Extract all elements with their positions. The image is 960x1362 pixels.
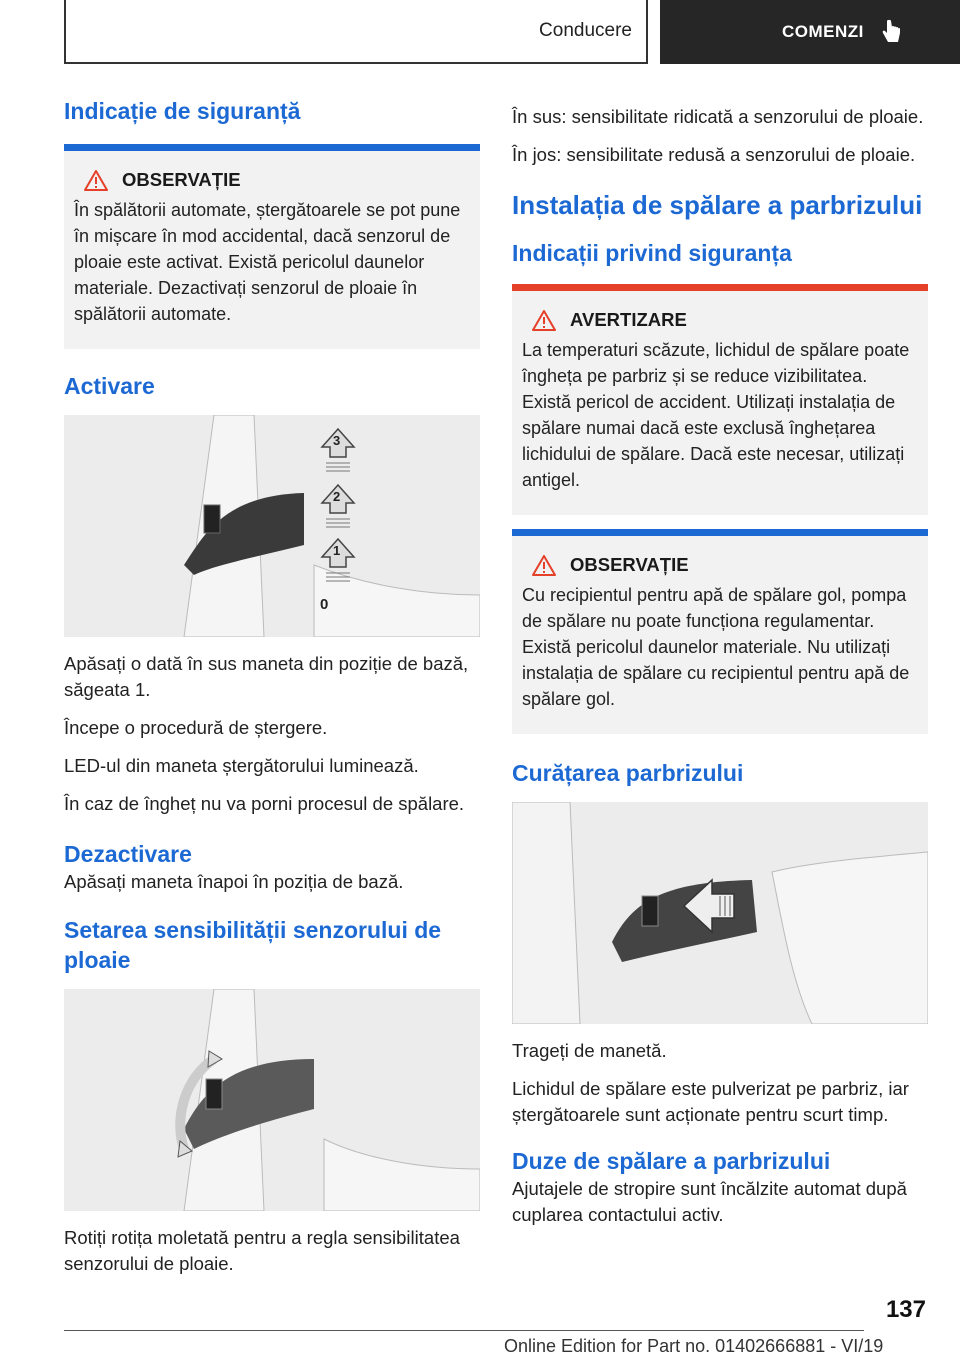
notice-1-label: OBSERVAȚIE (122, 169, 241, 190)
warning-triangle-icon (84, 170, 108, 191)
warning-triangle-icon (532, 310, 556, 331)
lever-pull-figure (512, 802, 928, 1024)
activate-step-3: LED-ul din maneta ștergătorului luminează. (64, 755, 419, 776)
nozzles-title: Duze de spălare a parbrizului (512, 1148, 831, 1174)
activate-title: Activare (64, 373, 155, 399)
notice-2-header (522, 554, 918, 576)
warning-box (512, 284, 928, 515)
activate-step-2: Începe o procedură de ștergere. (64, 717, 328, 738)
up-sensitivity-text: În sus: sensibilitate ridicată a senzorului de ploaie. (512, 106, 924, 127)
activate-step-4: În caz de îngheț nu va porni procesul de spălare. (64, 793, 465, 814)
lever-illustration-activate (64, 415, 480, 637)
cleaning-text-2: Lichidul de spălare este pulverizat pe parbriz, iar ștergătoarele sunt acționate pentru scurt timp. (512, 1078, 909, 1125)
warning-header (522, 309, 918, 331)
header-section-tab (64, 0, 648, 64)
right-column (512, 104, 928, 1240)
lever-illustration-sensitivity (64, 989, 480, 1211)
activate-step-1: Apăsați o dată în sus maneta din poziție de bază, săgeata 1. (64, 653, 469, 700)
washer-title: Instalația de spălare a parbrizului (512, 190, 923, 220)
footer-edition: Online Edition for Part no. 01402666881 - VI/19 (504, 1336, 884, 1356)
notice-2-label: OBSERVAȚIE (570, 554, 689, 575)
notice-box-1 (64, 144, 480, 349)
fig-label-1: 1 (333, 543, 341, 558)
down-sensitivity-text: În jos: sensibilitate redusă a senzorului de ploaie. (512, 144, 916, 165)
deactivate-text: Apăsați maneta înapoi în poziția de bază. (64, 871, 404, 892)
notice-1-text: În spălătorii automate, ștergătoarele se pot pune în mișcare în mod accidental, dacă senzorul de ploaie este activat. Există pericolul daunelor materiale. Dezactivați senzorul de ploaie în spălătorii automate. (74, 200, 461, 324)
left-column (64, 96, 480, 1289)
header-chapter-label: COMENZI (782, 22, 864, 41)
knurled-wheel-figure (64, 989, 480, 1211)
cleaning-text-1: Trageți de manetă. (512, 1040, 667, 1061)
nozzles-text: Ajutajele de stropire sunt încălzite automat după cuplarea contactului activ. (512, 1178, 907, 1225)
safety-title: Indicație de siguranță (64, 98, 301, 124)
sensitivity-text: Rotiți rotița moletată pentru a regla sensibilitatea senzorului de ploaie. (64, 1227, 460, 1274)
header-chapter-tab (660, 0, 960, 64)
fig-label-3: 3 (333, 433, 341, 448)
warning-text: La temperaturi scăzute, lichidul de spălare poate îngheța pe parbriz și se reduce vizibilitatea. Există pericol de accident. Utilizați instalația de spălare numai dacă este exclusă înghețarea lichidului de spălare. Dacă este necesar, utilizați antigel. (522, 340, 910, 490)
fig-label-2: 2 (333, 489, 341, 504)
lever-up-figure (64, 415, 480, 637)
warning-label: AVERTIZARE (570, 309, 687, 330)
page-number: 137 (885, 1296, 926, 1323)
header-section-label: Conducere (539, 20, 632, 41)
warning-triangle-icon (532, 555, 556, 576)
notice-1-header (74, 169, 470, 191)
cleaning-title: Curățarea parbrizului (512, 760, 744, 786)
notice-box-2 (512, 529, 928, 734)
hand-pointer-icon (880, 19, 902, 45)
safety-2-title: Indicații privind siguranța (512, 240, 792, 266)
sensitivity-title: Setarea sensibilității senzorului de ploaie (64, 917, 442, 973)
notice-2-text: Cu recipientul pentru apă de spălare gol, pompa de spălare nu poate funcționa regulamentar. Există pericolul daunelor materiale. Nu utilizați instalația de spălare cu recipientul pentru apă de spălare gol. (522, 585, 910, 709)
fig-label-0: 0 (320, 596, 329, 613)
footer-divider (64, 1330, 864, 1331)
deactivate-title: Dezactivare (64, 841, 192, 867)
lever-illustration-cleaning (512, 802, 928, 1024)
